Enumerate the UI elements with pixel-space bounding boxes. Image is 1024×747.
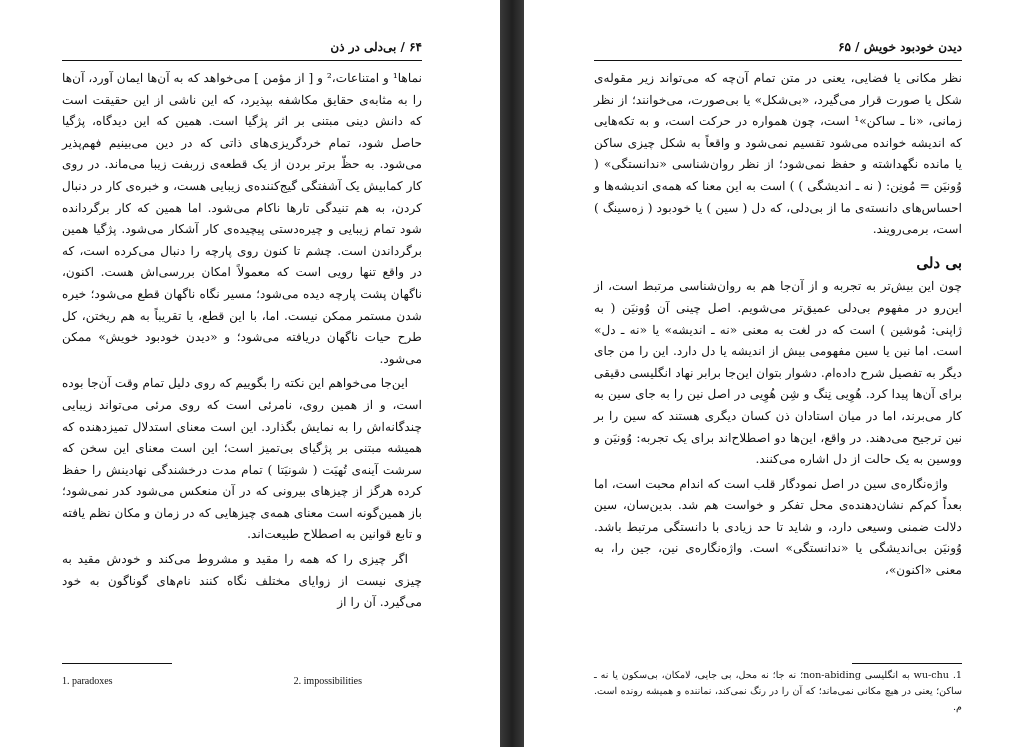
paragraph: نظر مکانی یا فضایی، یعنی در متن تمام آن‌چه که می‌تواند زیر مقوله‌ی شکل یا صورت قرار می‌گیرد، «بی‌شکل» یا بی‌صورت، می‌خوانند؛ از نظر زمانی، «نا ـ ساکن»¹ است، چون همواره در حرکت است، و به تکه‌هایی که اندیشه خوانده می‌شود تقسیم نمی‌شود و واقعاً به شکل چیزی ساکن یا مانده نگهداشته و حفظ نمی‌شود؛ از نظر روان‌شناسی «ندانستگی» ( وُونیَن = مُونِن: ( نه ـ اندیشگی ) ) است به این معنا که همه‌ی اندیشه‌ها و احساس‌های دانسته‌ی ما از بی‌دلی، که دل ( سین ) یا خودبود ( زه‌سینگ ) است، برمی‌رویند.: [594, 71, 963, 237]
paragraph: نماها¹ و امتناعات،² و [ از مؤمن ] می‌خواهد که به آن‌ها ایمان آورد، آن‌ها را به مثابه‌ی حقایق مکاشفه بپذیرد، که این ناشی از این حقیقت است که دانش دینی مبتنی بر اثر پژگیا است. همین که این دیدگاه، پژگیا حاصل شود، تمام خردگریزی‌های ذاتی که در دین می‌بینیم فهم‌پذیر می‌شود. به حظّ برتر بردن از یک قطعه‌ی زربفت زیبا می‌ماند. در روی کار کمابیش یک آشفتگی گیج‌کننده‌ی زیبایی هست، و خبره‌ی کار در دنبال کردن، به هم تنیدگی تارها ناکام می‌شود. اما همین که کار برگردانده شود تمام زیبایی و چیره‌دستی پیچیده‌ی کار آشکار می‌شود. پژگیا همین برگرداندن است. چشم تا کنون روی پارچه را دنبال می‌کرده است، که در واقع تنها رویی است که معمولاً امکان بررسی‌اش هست. اکنون، ناگهان پشت پارچه دیده می‌شود؛ مسیر نگاه ناگهان قطع می‌شود؛ خیره شدن مستمر ممکن نیست. اما، با این قطع، یا تقریباً به هم ریختن، کل طرح حیات ناگهان دریافته می‌شود؛ و «دیدن خودبود خویش» ممکن می‌شود.: [62, 71, 423, 366]
footnote: 1. paradoxes: [62, 676, 113, 687]
footnote-rule: [852, 663, 962, 664]
book-gutter: [500, 0, 524, 747]
footnote: wu-chu .1 به انگلیسی non-abiding؛ نه جا؛ نه محل، بی جایی، لامکان، بی‌سکون یا نه ـ ساکن؛ یعنی در هیچ مکانی نمی‌ماند؛ که آن را در رنگ نمی‌کند، نماننده و همیشه رونده است. م.: [594, 670, 962, 713]
page-body: [62, 68, 422, 617]
header-rule: [594, 60, 962, 61]
running-header: دیدن خودبود خویش / ۶۵: [838, 40, 962, 54]
left-page: [0, 0, 500, 747]
running-header: ۶۴ / بی‌دلی در ذن: [330, 40, 422, 54]
paragraph: چون این بیش‌تر به تجربه و از آن‌جا هم به روان‌شناسی مرتبط است، از این‌رو در مفهوم بی‌دلی عمیق‌تر می‌شویم. اصل چینی آن وُونیَن ( به ژاپنی: مُوشین ) است که در لغت به معنی «نه ـ اندیشه» یا «نه ـ دل» است. اما نین یا سین مفهومی بیش از اندیشه یا دل دارد. این را من جای دیگر به تفصیل شرح داده‌ام. دشوار بتوان این‌جا برابر نهاد انگلیسی دقیقی برای آن‌ها پیدا کرد. هُوِیی نِنگ و شِن هُوِیی در اصل نین را به جای سین به کار می‌برند، اما در میان استادان ذن کسان دیگری هستند که سین را بر نین ترجیح می‌دهند. در واقع، این‌ها دو اصطلاح‌اند برای یک تجربه: وُونیَن و ووسین به یک حالت از دل اشاره می‌کنند.: [594, 279, 962, 467]
footnote: 2. impossibilities: [293, 676, 362, 687]
page-body: [594, 68, 962, 585]
section-heading: بی دلی: [916, 253, 962, 272]
paragraph: اگر چیزی را که همه را مقید و مشروط می‌کند و خودش مقید به چیزی نیست از زوایای مختلف نگاه کنند نام‌های گوناگون به خود می‌گیرد. آن را از: [62, 552, 422, 610]
right-page: [524, 0, 1024, 747]
paragraph: این‌جا می‌خواهم این نکته را بگوییم که روی دلیل تمام وقت آن‌جا بوده است، و از همین روی، نامرئی است که روی مرئی می‌تواند زیبایی چندگانه‌اش را به نمایش بگذارد. این است معنای استدلال تمیزدهنده که همیشه مبتنی بر پژگیای بی‌تمیز است؛ این است معنای این سخن که سرشت آینه‌ی تُهیَت ( شونیَتا ) تمام مدت درخشندگی نهادینش را حفظ کرده هرگز از چیزهای بیرونی که در آن منعکس می‌شود کدر نمی‌شود؛ باز همین‌گونه است معنای همه‌ی چیزهایی که در زمان و مکان نظم یافته و تابع قوانین به اصطلاح طبیعت‌اند.: [62, 376, 422, 542]
footnote-rule: [62, 663, 172, 664]
paragraph: واژه‌نگاره‌ی سین در اصل نمودگار قلب است که اندام محبت است، اما بعداً کم‌کم نشان‌دهنده‌ی محل تفکر و خواست هم شد. بدین‌سان، سین دلالت ضمنی وسیعی دارد، و شاید تا حد زیادی با دانستگی مرتبط باشد. وُونیَن بی‌اندیشگی یا «ندانستگی» است. واژه‌نگاره‌ی نین، جین را، به معنی «اکنون»،: [594, 476, 962, 578]
header-rule: [62, 60, 422, 61]
footnotes: [62, 676, 362, 687]
